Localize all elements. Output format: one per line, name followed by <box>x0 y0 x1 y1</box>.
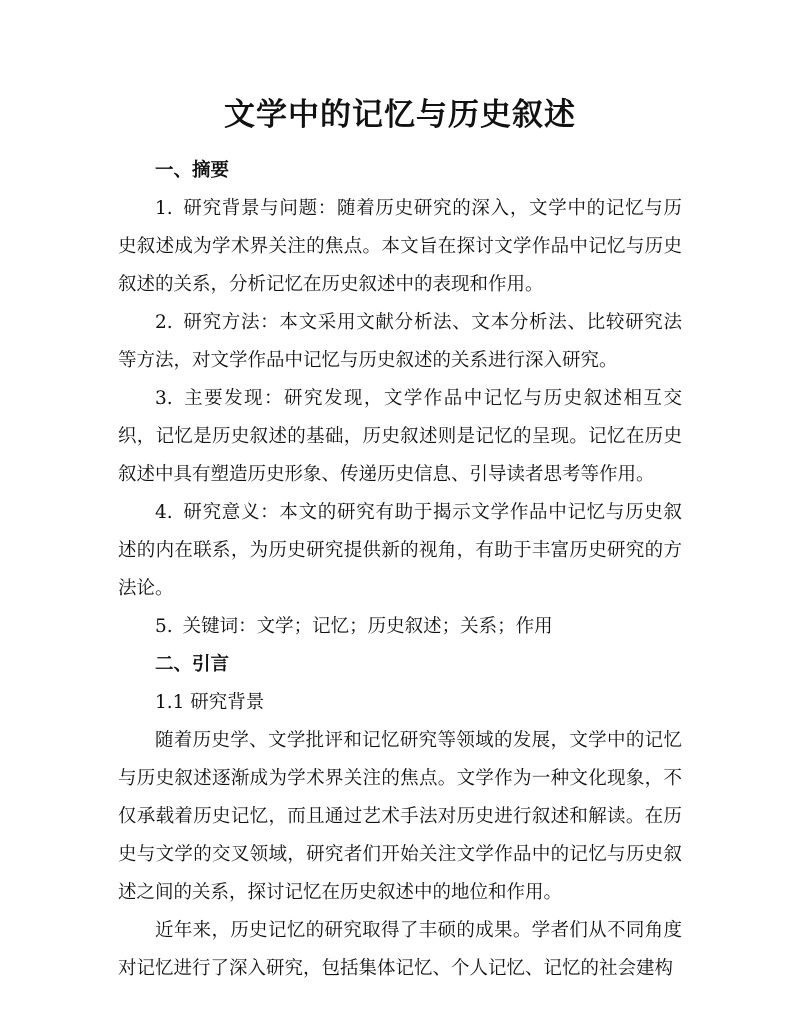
abstract-item <box>118 190 682 304</box>
abstract-item <box>118 304 682 380</box>
abstract-item <box>118 608 682 646</box>
item-number: 2. <box>155 312 173 333</box>
item-text: 研究方法：本文采用文献分析法、文本分析法、比较研究法等方法，对文学作品中记忆与历史叙述的关系进行深入研究。 <box>118 312 682 371</box>
abstract-item <box>118 380 682 494</box>
section-heading-abstract: 一、摘要 <box>155 160 230 181</box>
item-text: 关键词：文学；记忆；历史叙述；关系；作用 <box>182 616 553 637</box>
section-heading-introduction: 二、引言 <box>155 654 230 675</box>
body-paragraph: 近年来，历史记忆的研究取得了丰硕的成果。学者们从不同角度对记忆进行了深入研究，包括集体记忆、个人记忆、记忆的社会建构 <box>118 920 682 979</box>
item-number: 1. <box>155 198 173 219</box>
document-body <box>118 152 682 988</box>
item-text: 研究背景与问题：随着历史研究的深入，文学中的记忆与历史叙述成为学术界关注的焦点。本文旨在探讨文学作品中记忆与历史叙述的关系，分析记忆在历史叙述中的表现和作用。 <box>118 198 682 295</box>
abstract-item <box>118 494 682 608</box>
item-number: 3. <box>155 388 173 409</box>
item-text: 研究意义：本文的研究有助于揭示文学作品中记忆与历史叙述的内在联系，为历史研究提供新的视角，有助于丰富历史研究的方法论。 <box>118 502 682 599</box>
document-title: 文学中的记忆与历史叙述 <box>224 97 576 133</box>
subsection-heading: 1.1 研究背景 <box>155 692 265 713</box>
item-text: 主要发现：研究发现，文学作品中记忆与历史叙述相互交织，记忆是历史叙述的基础，历史叙述则是记忆的呈现。记忆在历史叙述中具有塑造历史形象、传递历史信息、引导读者思考等作用。 <box>118 388 682 485</box>
item-number: 4. <box>155 502 173 523</box>
body-paragraph: 随着历史学、文学批评和记忆研究等领域的发展，文学中的记忆与历史叙述逐渐成为学术界关注的焦点。文学作为一种文化现象，不仅承载着历史记忆，而且通过艺术手法对历史进行叙述和解读。在历史与文学的交叉领域，研究者们开始关注文学作品中的记忆与历史叙述之间的关系，探讨记忆在历史叙述中的地位和作用。 <box>118 730 682 903</box>
item-number: 5. <box>155 616 173 637</box>
